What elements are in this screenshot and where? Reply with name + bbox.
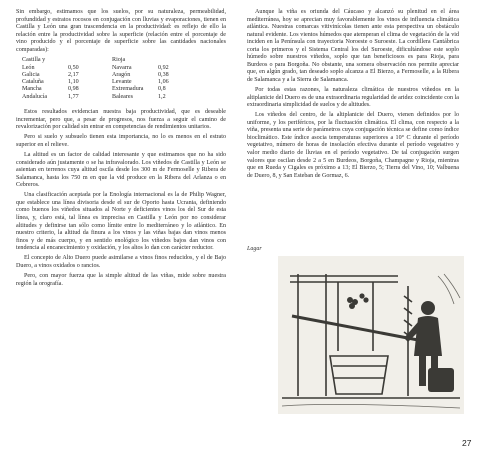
region-productivity-table xyxy=(22,57,202,101)
paragraph: Pero si suelo y subsuelo tienen esta importancia, no lo es menos en el estrato superior en el relieve. xyxy=(16,134,226,148)
page-number: 27 xyxy=(462,438,472,448)
region-name-cell: Mancha xyxy=(22,86,42,93)
region-name-cell: Galicia xyxy=(22,71,40,78)
paragraph: Sin embargo, estimamos que los suelos, por su naturaleza, permeabilidad, profundidad y estratos rocosos en conjugación con lluvias y evaporaciones, tienen en Castilla y León una gran trascendencia en la productividad: es reflejo de ello la relación entre la productividad sobre la superficie (relación entre el porcentaje de vino producido y el porcentaje de superficie sobre las cantidades nacionales comparadas): xyxy=(16,9,226,53)
right-paragraphs xyxy=(247,9,459,180)
region-value-cell: 1,10 xyxy=(68,79,79,86)
region-value-cell: 0,38 xyxy=(158,71,169,78)
region-name-cell: Rioja xyxy=(112,57,126,64)
paragraph: La altitud es un factor de calidad interesante y que estimamos que no ha sido considerado aún justamente o se ha infravalorado. Los viñedos de Castilla y León se asientan en terrenos cuya altitud oscila desde los 300 m de Fermoselle y Ribera de Salamanca, hasta los 750 m en que la vid produce en la Ribera del Arlanza o en Cebreros. xyxy=(16,151,226,189)
region-name-cell: Aragón xyxy=(112,71,131,78)
region-name-cell: Levante xyxy=(112,79,132,86)
region-value-cell: 1,2 xyxy=(158,93,166,100)
region-value-cell: 1,77 xyxy=(68,93,79,100)
region-value-cell: 0,92 xyxy=(158,64,169,71)
left-column xyxy=(16,9,226,291)
region-name-cell: Andalucía xyxy=(22,93,48,100)
table-row xyxy=(22,94,202,101)
region-name-cell: Cataluña xyxy=(22,79,44,86)
left-top-paragraphs xyxy=(16,9,226,54)
region-value-cell: 2,17 xyxy=(68,71,79,78)
paragraph: Aunque la viña es oriunda del Cáucaso y alcanzó su plenitud en el área mediterránea, hoy se aprecian muy favorablemente los vinos de influencia climática atlántica. Nuestras comarcas vitivinícolas tienen ante esta perspectiva un obstáculo natural evidente. Los vientos húmedos que atemperan el clima de vegetación de la vid inciden en la Península con trayectoria Noroeste o Suroeste. La cordillera Cantábrica corta los primeros y el Sistema Central los del Suroeste, dificultándose este soplo húmedo sobre nuestros viñedos, soplo que tan beneficiosos es para Rioja, para Burdeos o para Borgoña. No obstante, una somera observación nos permite apreciar que, en algún grado, tan deseado soplo alcanza a El Bierzo, a Fermoselle, a la Ribera de Salamanca y a la Sierra de Salamanca. xyxy=(247,9,459,83)
region-value-cell: 1,06 xyxy=(158,79,169,86)
table-row xyxy=(22,57,202,64)
table-row xyxy=(22,65,202,72)
table-row xyxy=(22,79,202,86)
region-name-cell: Navarra xyxy=(112,64,132,71)
region-name-cell: Castilla y xyxy=(22,57,46,64)
paragraph: Estos resultados evidencian nuestra baja productividad, que es deseable incrementar, pero que, a pesar de progresos, nos fuerza a seguir el camino de revalorización por calidad sin entrar en competencias de rendimientos unitarios. xyxy=(16,109,226,131)
paragraph: El concepto de Alto Duero puede asimilarse a vinos finos reducidos, y el de Bajo Duero, a vinos oxidados o rancios. xyxy=(16,255,226,269)
table-row xyxy=(22,86,202,93)
figure-caption: Lagar xyxy=(247,246,262,252)
paragraph: Por todas estas razones, la naturaleza climática de nuestros viñedos en la altiplanicie del Duero es de una extraordinaria regularidad de aridez coincidente con la extraordinaria simplicidad de suelos y de altitudes. xyxy=(247,87,459,109)
paragraph: Los viñedos del centro, de la altiplanicie del Duero, vienen definidos por lo uniforme, y los periféricos, por la fluctuación climática. El clima, con respecto a la viña, presenta una serie de parámetros cuya conjugación técnica se define como índice bioclimático. Este índice asocia temperaturas superiores a 10° C durante el período vegetativo, número de horas de insolación efectiva durante el período vegetativo y valor medio diario de lluvias en el período vegetativo. De tal conjugación surgen valores que oscilan desde 2 a 5 en Burdeos, Borgoña, Champagne y Rioja, mientras que en Rueda y Cigales es próximo a 13; El Bierzo, 5; Tierra del Vino, 10; Valbuena de Duero, 8, y San Esteban de Gormaz, 6. xyxy=(247,112,459,179)
region-name-cell: Extremadura xyxy=(112,86,144,93)
left-bottom-paragraphs xyxy=(16,109,226,288)
region-value-cell: 0,50 xyxy=(68,64,79,71)
wine-press-illustration xyxy=(278,256,464,414)
table-row xyxy=(22,72,202,79)
region-name-cell: León xyxy=(22,64,35,71)
region-value-cell: 0,8 xyxy=(158,86,166,93)
right-column xyxy=(247,9,459,183)
region-value-cell: 0,98 xyxy=(68,86,79,93)
paragraph: Pero, con mayor fuerza que la simple altitud de las viñas, mide sobre nuestra región la orografía. xyxy=(16,272,226,287)
paragraph: Una clasificación aceptada por la Enología internacional es la de Philip Wagner, que establece una línea divisoria desde el sur de Oporto hasta Ucrania, definiendo como buenos los viñedos situados al Norte y deficientes vinos los del Sur de esta línea, y, claro está, tal línea es imprecisa en Castilla y León por no considerar altitudes y definirse tan sólo como límite entre lo mediterráneo y lo atlántico. En nuestro criterio, la altitud da finura a los vinos y las viñas bajas dan vinos menos finos y de más cuerpo, y en sentido enológico los viñedos bajos dan vinos con tendencia al encanecimiento y oxidación, y los altos lo dan con carácter reductor. xyxy=(16,192,226,252)
region-value-cell xyxy=(158,57,202,64)
region-value-cell xyxy=(68,57,112,64)
region-name-cell: Baleares xyxy=(112,93,133,100)
